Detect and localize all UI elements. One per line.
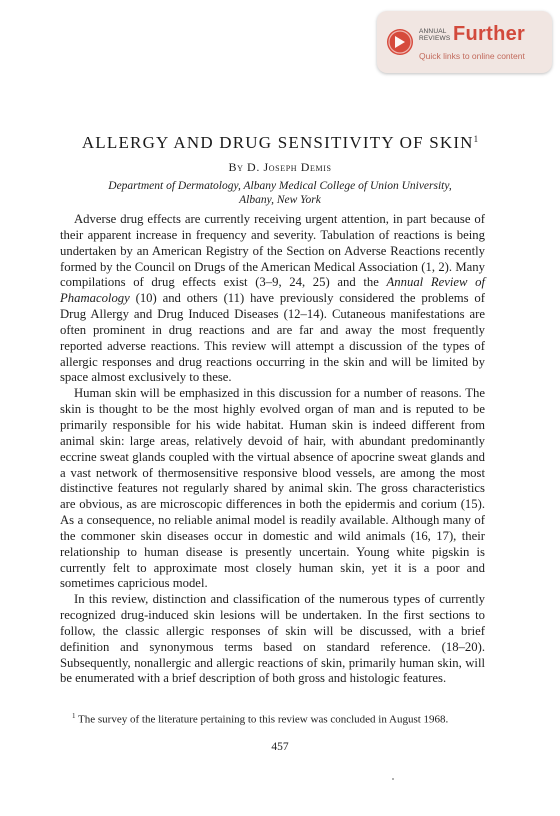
title-footnote-mark: 1 bbox=[473, 134, 479, 144]
author-affiliation bbox=[60, 179, 500, 207]
badge-annual-label: ANNUAL bbox=[419, 28, 447, 35]
footnote-mark: 1 bbox=[72, 712, 76, 720]
page-number: 457 bbox=[271, 741, 289, 753]
paragraph-2: Human skin will be emphasized in this discussion for a number of reasons. The skin is thought to be the most highly evolved organ of man and is reputed to be primarily responsible for his wide habitat. Human skin is indeed different from animal skin: large areas, relatively devoid of hair, with abundant predominantly eccrine sweat glands coupled with the virtual absence of apocrine sweat glands and a vast network of thermosensitive responsive blood vessels, are among the most distinctive features not regularly shared by animal skin. The gross characteristics are obvious, as are microscopic differences in both the epidermis and corium (15). As a consequence, no reliable animal model is readily available. Although many of the commoner skin diseases occur in domestic and wild animals (16, 17), their relationship to human disease is presently uncertain. Young white pigskin is currently felt to approximate most closely human skin, yet it is a poor and sometimes capricious model. bbox=[60, 386, 485, 591]
badge-subtitle: Quick links to online content bbox=[419, 51, 525, 61]
paragraph-3: In this review, distinction and classification of the numerous types of currently recognized drug-induced skin lesions will be undertaken. In the first sections to follow, the classic allergic responses of skin will be discussed, with a brief definition and synonymous terms based on standard reference. (18–20). Subsequently, nonallergic and allergic reactions of skin, primarily human skin, will be enumerated with a brief description of both gross and histologic features. bbox=[60, 592, 485, 686]
author-byline: By D. Joseph Demis bbox=[228, 160, 332, 174]
footnote-text: The survey of the literature pertaining to this review was concluded in August 1968. bbox=[75, 713, 449, 726]
further-links-badge[interactable] bbox=[377, 11, 552, 73]
footnote bbox=[60, 709, 485, 727]
annual-reviews-logo-icon bbox=[387, 29, 413, 55]
journal-name: Annual Review of Phamacology bbox=[60, 275, 485, 306]
affiliation-line: Department of Dermatology, Albany Medical College of Union University, bbox=[108, 180, 452, 192]
scan-speck bbox=[392, 778, 394, 780]
affiliation-line: Albany, New York bbox=[239, 194, 321, 206]
article-body bbox=[60, 212, 485, 687]
paragraph-1: Adverse drug effects are currently receiving urgent attention, in part because of their apparent increase in frequency and severity. Tabulation of reactions is being undertaken by an American Registry of the Section on Adverse Reactions recently formed by the Council on Drugs of the American Medical Association (1, 2). Many compilations of drug effects exist (3–9, 24, 25) and the Annual Review of Phamacology (10) and others (11) have previously considered the problems of Drug Allergy and Drug Induced Diseases (12–14). Cutaneous manifestations are often prominent in drug reactions and are far and away the most frequently reported adverse reactions. This review will attempt a discussion of the types of allergic responses and drug reactions occurring in the skin and will be limited by space almost exclusively to these. bbox=[60, 212, 485, 385]
article-title: ALLERGY AND DRUG SENSITIVITY OF SKIN$^1$ bbox=[81, 133, 479, 152]
badge-further-label: Further bbox=[453, 23, 526, 45]
badge-reviews-label: REVIEWS bbox=[419, 35, 451, 42]
